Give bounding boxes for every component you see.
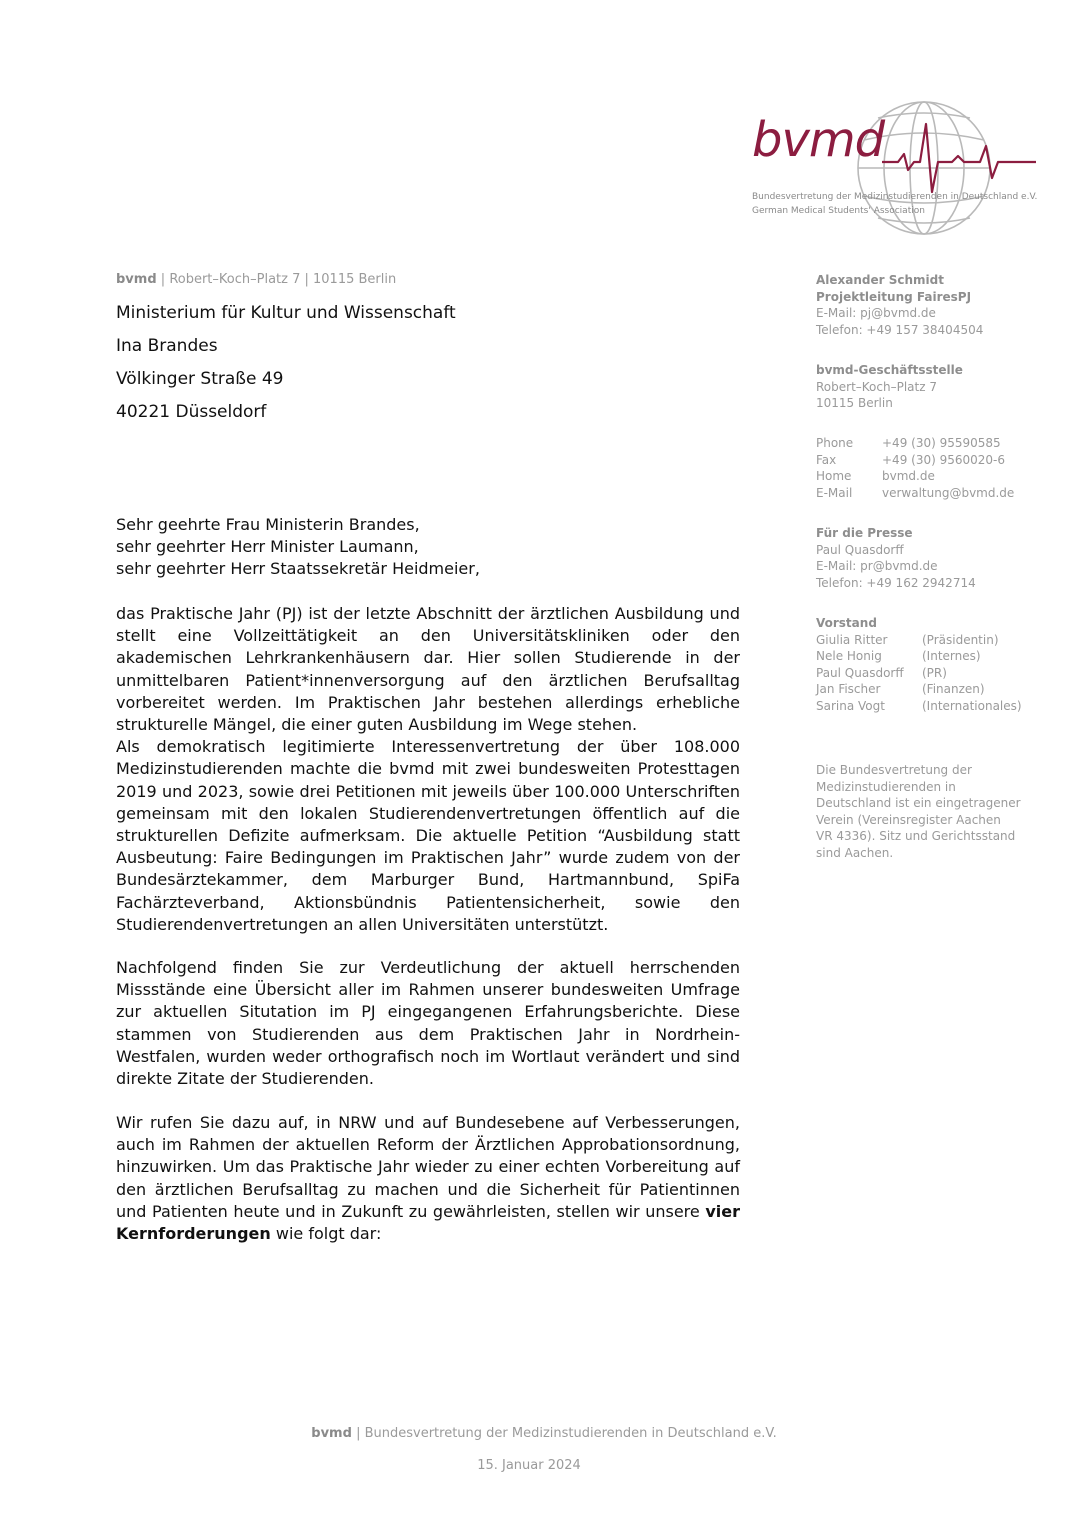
board-member-name: Paul Quasdorff bbox=[816, 665, 904, 680]
legal-notice bbox=[816, 762, 1056, 862]
office-row-label: Phone bbox=[816, 436, 854, 450]
office-row-value[interactable]: verwaltung@bvmd.de bbox=[882, 485, 1015, 500]
office-row-label: Fax bbox=[816, 452, 837, 467]
office-row-fax bbox=[816, 452, 1056, 469]
salutation bbox=[116, 514, 740, 580]
board-member bbox=[816, 648, 1056, 665]
body-paragraph: das Praktische Jahr (PJ) ist der letzte Abschnitt der ärztlichen Ausbildung und stellt eine Vollzeittätigkeit an den Universitätskliniken oder den akademischen Lehrkrankenhäusern dar. Hier sollen Studierende in der unmittelbaren Patient*innenversorgung auf den ärztlichen Berufsalltag vorbereitet werden. Im Praktischen Jahr bestehen allerdings erhebliche strukturelle Mängel, die einer guten Ausbildung im Wege stehen. bbox=[116, 604, 740, 735]
board-member-name: Sarina Vogt bbox=[816, 698, 885, 713]
recipient-ministry: Ministerium für Kultur und Wissenschaft bbox=[116, 303, 456, 323]
board-member bbox=[816, 698, 1056, 715]
board-member-name: Jan Fischer bbox=[816, 682, 881, 697]
office-block bbox=[816, 362, 1056, 412]
body-block-1 bbox=[116, 603, 740, 936]
salutation-line: sehr geehrter Herr Minister Laumann, bbox=[116, 537, 419, 556]
footer-separator: | bbox=[356, 1426, 361, 1441]
sender-address-line bbox=[116, 272, 396, 287]
footer-text: Bundesvertretung der Medizinstudierenden in Deutschland e.V. bbox=[364, 1426, 777, 1441]
contact-block bbox=[816, 272, 1056, 338]
office-row-email bbox=[816, 485, 1056, 502]
press-name: Paul Quasdorff bbox=[816, 542, 904, 557]
board-member bbox=[816, 665, 1056, 682]
document-date: 15. Januar 2024 bbox=[477, 1458, 581, 1473]
demands-text: Wir rufen Sie dazu auf, in NRW und auf Bundesebene auf Verbesserungen, auch im Rahmen der aktuellen Reform der Ärztlichen Approbationsordnung, hinzuwirken. Um das Praktische Jahr wieder zu einer echten Vorbereitung auf den ärztlichen Berufsalltag zu machen und die Sicherheit für Patientinnen und Patienten heute und in Zukunft zu gewährleisten, stellen wir unsere bbox=[116, 1113, 740, 1221]
board-member-name: Nele Honig bbox=[816, 649, 882, 664]
body-block-3 bbox=[116, 1112, 740, 1245]
footer bbox=[0, 1426, 1088, 1441]
legal-line: Deutschland ist ein eingetragener bbox=[816, 796, 1021, 811]
legal-line: VR 4336). Sitz und Gerichtsstand bbox=[816, 829, 1016, 844]
office-contact-rows bbox=[816, 435, 1056, 501]
board-title: Vorstand bbox=[816, 616, 877, 630]
sender-org: bvmd bbox=[116, 272, 157, 287]
board-block bbox=[816, 615, 1056, 715]
office-row-value: +49 (30) 95590585 bbox=[882, 436, 1001, 450]
sender-separator: | bbox=[160, 272, 166, 287]
recipient-city: 40221 Düsseldorf bbox=[116, 402, 267, 422]
board-member-name: Giulia Ritter bbox=[816, 632, 888, 647]
press-block bbox=[816, 525, 1056, 591]
logo-wordmark: bvmd bbox=[752, 112, 885, 168]
legal-line: Medizinstudierenden in bbox=[816, 779, 956, 794]
salutation-line: Sehr geehrte Frau Ministerin Brandes, bbox=[116, 515, 420, 534]
press-email[interactable]: E-Mail: pr@bvmd.de bbox=[816, 559, 938, 574]
body-block-2 bbox=[116, 957, 740, 1090]
press-phone: Telefon: +49 162 2942714 bbox=[816, 575, 976, 590]
office-city: 10115 Berlin bbox=[816, 396, 893, 411]
logo-subtitle-german: Bundesvertretung der Medizinstudierenden in Deutschland e.V. bbox=[752, 192, 1038, 202]
body-paragraph: Als demokratisch legitimierte Interessenvertretung der über 108.000 Medizinstudierenden machte die bvmd mit zwei bundesweiten Protesttagen 2019 und 2023, sowie drei Petitionen mit jeweils über 100.000 Unterschriften gemeinsam mit den lokalen Studierendenvertretungen öffentlich auf die strukturellen Defizite aufmerksam. Die aktuelle Petition “Ausbildung statt Ausbeutung: Faire Bedingungen im Praktischen Jahr” wurde zudem von der Bundesärztekammer, dem Marburger Bund, Hartmannbund, SpiFa Fachärzteverband, Aktionsbündnis Patientensicherheit, sowie den Studierendenvertretungen an allen Universitäten unterstützt. bbox=[116, 737, 740, 934]
board-member-role: (Präsidentin) bbox=[922, 632, 999, 647]
board-member-role: (Finanzen) bbox=[922, 682, 985, 697]
salutation-line: sehr geehrter Herr Staatssekretär Heidmeier, bbox=[116, 559, 480, 578]
recipient-name: Ina Brandes bbox=[116, 336, 218, 356]
legal-line: Die Bundesvertretung der bbox=[816, 763, 972, 777]
legal-line: Verein (Vereinsregister Aachen bbox=[816, 812, 1001, 827]
press-title: Für die Presse bbox=[816, 526, 913, 540]
bvmd-logo bbox=[748, 96, 1040, 242]
office-row-value[interactable]: bvmd.de bbox=[882, 469, 935, 484]
demands-text-end: wie folgt dar: bbox=[275, 1224, 382, 1244]
office-row-label: E-Mail bbox=[816, 485, 853, 500]
board-member bbox=[816, 681, 1056, 698]
office-title: bvmd-Geschäftsstelle bbox=[816, 363, 963, 377]
board-member-role: (PR) bbox=[922, 665, 947, 680]
demands-emphasis: vier Kernforderungen bbox=[116, 1201, 740, 1244]
body-paragraph-demands bbox=[116, 1112, 740, 1245]
board-member-role: (Internationales) bbox=[922, 698, 1022, 713]
legal-line: sind Aachen. bbox=[816, 845, 894, 860]
office-street: Robert–Koch–Platz 7 bbox=[816, 379, 937, 394]
office-row-phone bbox=[816, 435, 1056, 452]
footer-org: bvmd bbox=[311, 1426, 352, 1441]
office-row-label: Home bbox=[816, 469, 852, 484]
contact-role: Projektleitung FairesPJ bbox=[816, 289, 972, 304]
board-member-role: (Internes) bbox=[922, 649, 981, 664]
contact-phone: Telefon: +49 157 38404504 bbox=[816, 322, 984, 337]
sender-address: Robert–Koch–Platz 7 | 10115 Berlin bbox=[169, 272, 397, 287]
office-row-value: +49 (30) 9560020-6 bbox=[882, 452, 1005, 467]
body-paragraph: Nachfolgend finden Sie zur Verdeutlichung der aktuell herrschenden Missstände eine Übersicht aller im Rahmen unserer bundesweiten Umfrage zur aktuellen Situtation im PJ eingegangenen Erfahrungsberichte. Diese stammen von Studierenden aus dem Praktischen Jahr in Nordrhein-Westfalen, wurden weder orthografisch noch im Wortlaut verändert und sind direkte Zitate der Studierenden. bbox=[116, 958, 740, 1089]
board-member bbox=[816, 632, 1056, 649]
contact-name: Alexander Schmidt bbox=[816, 273, 944, 287]
logo-subtitle-english: German Medical Students' Association bbox=[752, 206, 925, 216]
recipient-street: Völkinger Straße 49 bbox=[116, 369, 284, 389]
office-row-home bbox=[816, 468, 1056, 485]
contact-email[interactable]: E-Mail: pj@bvmd.de bbox=[816, 306, 936, 321]
